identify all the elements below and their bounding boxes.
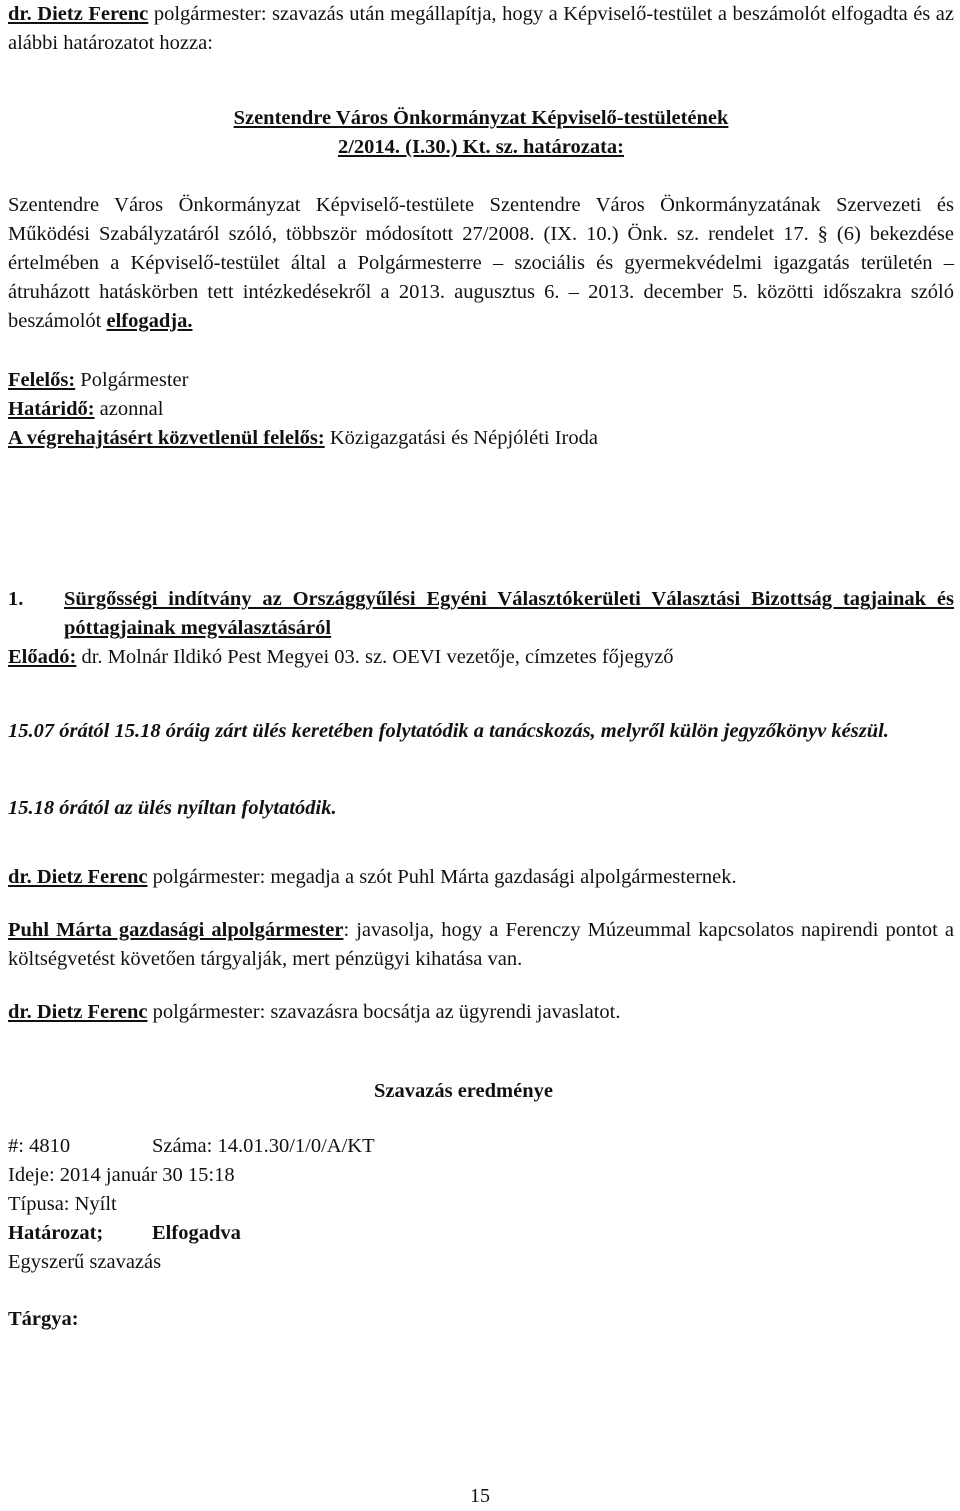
responsible-line: [8, 366, 954, 395]
vote-type: Típusa: Nyílt: [8, 1193, 117, 1215]
resolution-body: [8, 191, 954, 336]
dialogue-text: polgármester: szavazásra bocsátja az ügyrendi javaslatot.: [152, 1001, 621, 1023]
presenter-value: dr. Molnár Ildikó Pest Megyei 03. sz. OEVI vezetője, címzetes főjegyző: [81, 646, 674, 668]
dialogue-entry-3: [8, 998, 954, 1027]
speaker-name: dr. Dietz Ferenc: [8, 1001, 148, 1023]
vote-reference: Száma: 14.01.30/1/0/A/KT: [152, 1135, 375, 1157]
responsible-label: Felelős:: [8, 369, 76, 391]
agenda-title: Sürgősségi indítvány az Országgyűlési Egyéni Választókerületi Választási Bizottság tagjainak és póttagjainak megválasztásáról: [64, 588, 954, 639]
vote-subject-label: Tárgya:: [8, 1308, 79, 1330]
dialogue-entry-2: [8, 916, 954, 974]
speaker-name: Puhl Márta gazdasági alpolgármester: [8, 919, 344, 941]
speaker-name: dr. Dietz Ferenc: [8, 866, 148, 888]
deadline-label: Határidő:: [8, 398, 95, 420]
executor-value: Közigazgatási és Népjóléti Iroda: [329, 427, 598, 449]
resolution-header-line1: Szentendre Város Önkormányzat Képviselő-testületének: [233, 107, 729, 129]
deadline-value: azonnal: [99, 398, 164, 420]
dialogue-text: polgármester: megadja a szót Puhl Márta gazdasági alpolgármesternek.: [152, 866, 737, 888]
resolution-body-text: Szentendre Város Önkormányzat Képviselő-testülete Szentendre Város Önkormányzatának Szervezeti és Működési Szabályzatáról szóló, többször módosított 27/2008. (IX. 10.) Önk. sz. rendelet 17. § (6) bekezdése értelmében a Képviselő-testület által a Polgármesterre – szociális és gyermekvédelmi igazgatás területén – átruházott hatáskörben tett intézkedésekről a 2013. augusztus 6. – 2013. december 5. közötti időszakra szóló beszámolót: [8, 194, 954, 332]
document-page: [8, 0, 954, 1334]
executor-label: A végrehajtásért közvetlenül felelős:: [8, 427, 325, 449]
opening-text: polgármester: szavazás után megállapítja, hogy a Képviselő-testület a beszámolót elfogadta és az alábbi határozatot hozza:: [8, 3, 955, 54]
page-number: 15: [470, 1485, 490, 1507]
open-session-note: 15.18 órától az ülés nyíltan folytatódik.: [8, 797, 337, 819]
vote-result-label: Határozat;: [8, 1222, 104, 1244]
deadline-line: [8, 395, 954, 424]
vote-result-line: [8, 1219, 954, 1248]
opening-paragraph: [8, 0, 954, 58]
presenter-label: Előadó:: [8, 646, 77, 668]
vote-mode: Egyszerű szavazás: [8, 1251, 162, 1273]
resolution-decision: elfogadja.: [106, 310, 193, 332]
dialogue-entry-1: [8, 863, 954, 892]
vote-title: Szavazás eredménye: [374, 1080, 553, 1102]
agenda-item: [8, 585, 954, 643]
dialogue-text: : javasolja, hogy a Ferenczy Múzeummal kapcsolatos napirendi pontot a költségvetést követően tárgyalják, mert pénzügyi kihatása van.: [8, 919, 954, 970]
responsible-value: Polgármester: [80, 369, 189, 391]
agenda-number: 1.: [8, 588, 24, 610]
vote-number-line: [8, 1132, 954, 1161]
vote-time: Ideje: 2014 január 30 15:18: [8, 1164, 235, 1186]
speaker-name: dr. Dietz Ferenc: [8, 3, 149, 25]
executor-line: [8, 424, 954, 453]
closed-session-note: 15.07 órától 15.18 óráig zárt ülés keretében folytatódik a tanácskozás, melyről külön jegyzőkönyv készül.: [8, 720, 889, 742]
vote-number: #: 4810: [8, 1135, 71, 1157]
resolution-header-line2: 2/2014. (I.30.) Kt. sz. határozata:: [337, 136, 624, 158]
vote-result-value: Elfogadva: [152, 1222, 241, 1244]
presenter-line: [8, 643, 954, 672]
